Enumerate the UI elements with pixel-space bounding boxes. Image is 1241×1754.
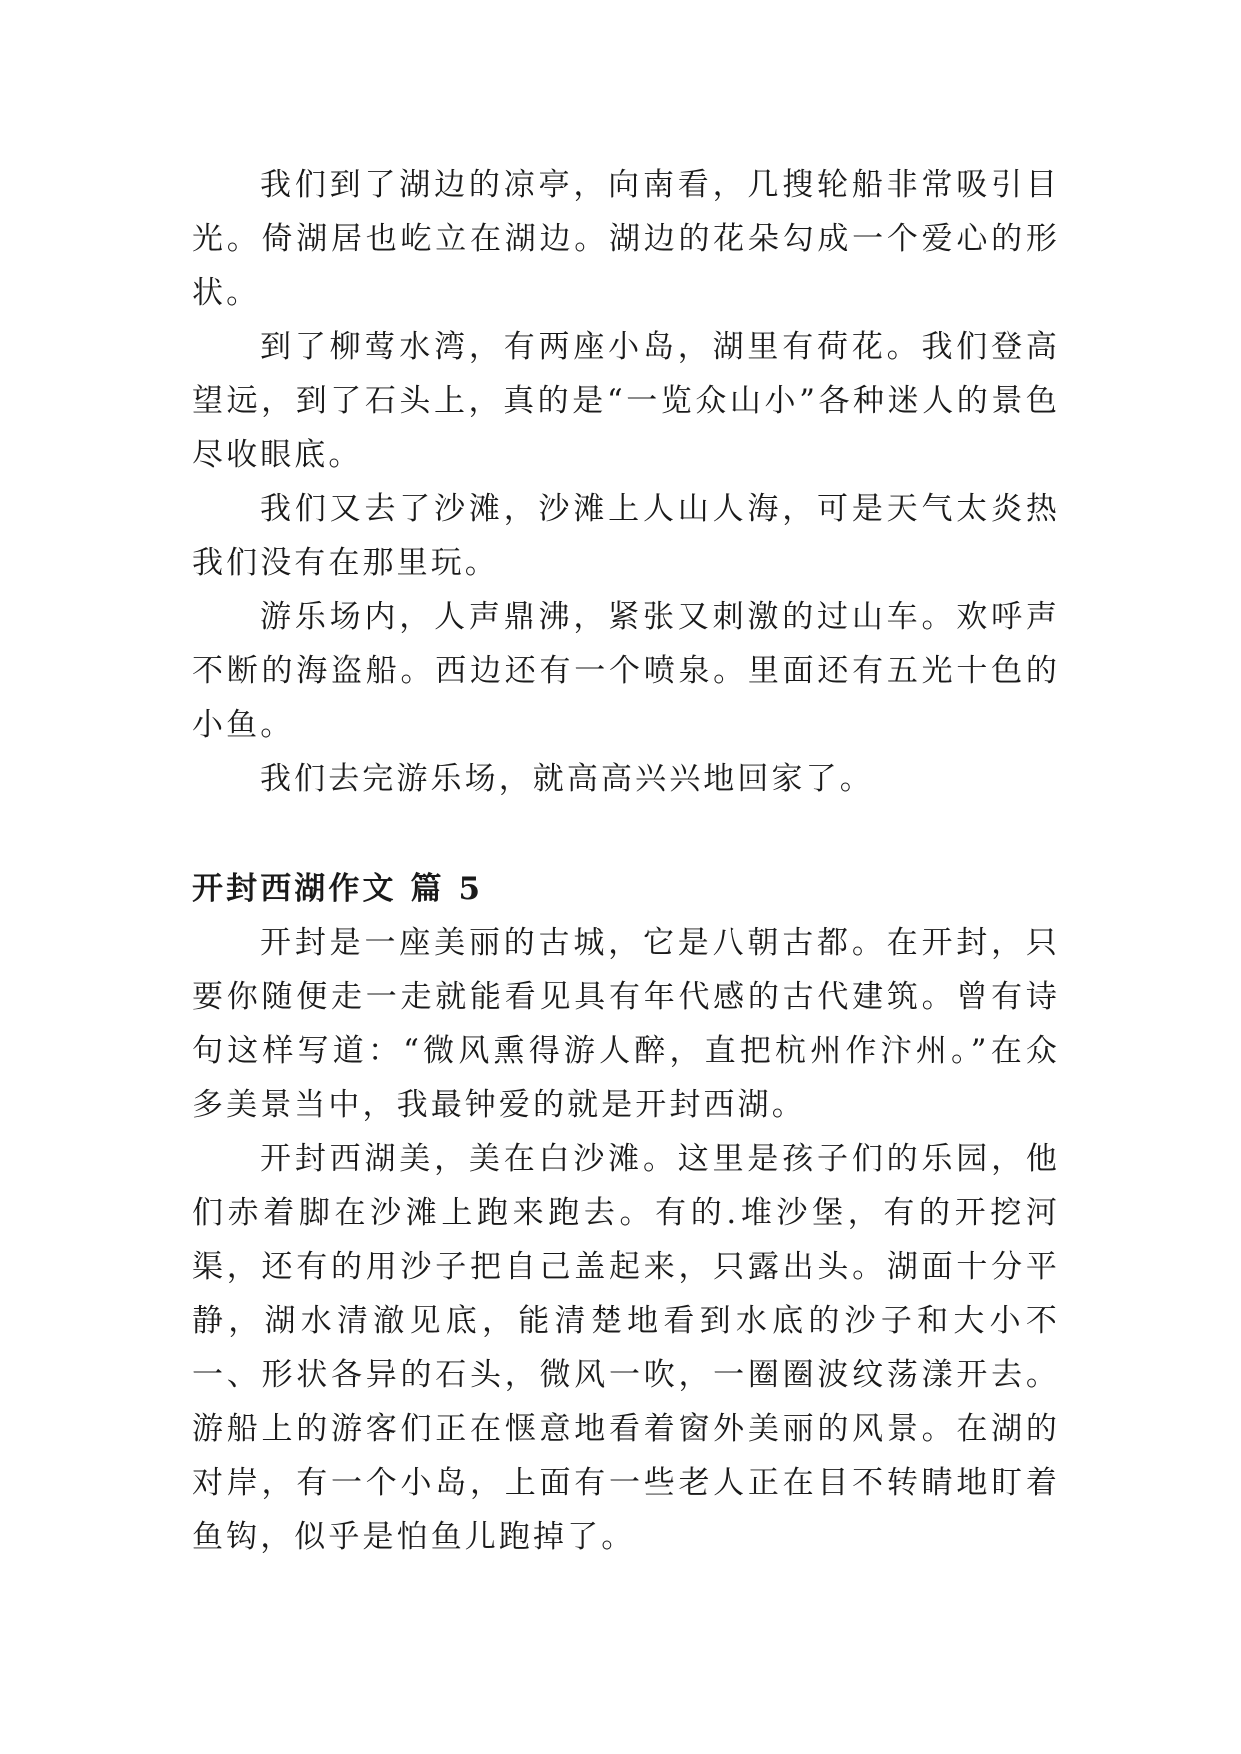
paragraph: 我们到了湖边的凉亭，向南看，几搜轮船非常吸引目光。倚湖居也屹立在湖边。湖边的花朵勾成一个爱心的形状。 (192, 167, 1060, 311)
paragraph: 到了柳莺水湾，有两座小岛，湖里有荷花。我们登高望远，到了石头上，真的是“一览众山小”各种迷人的景色尽收眼底。 (192, 329, 1060, 473)
paragraph: 我们又去了沙滩，沙滩上人山人海，可是天气太炎热我们没有在那里玩。 (192, 491, 1060, 581)
paragraph: 游乐场内，人声鼎沸，紧张又刺激的过山车。欢呼声不断的海盗船。西边还有一个喷泉。里面还有五光十色的小鱼。 (192, 599, 1060, 743)
paragraph: 我们去完游乐场，就高高兴兴地回家了。 (260, 761, 874, 797)
section-title: 开封西湖作文 篇 5 (192, 871, 484, 907)
paragraph: 开封是一座美丽的古城，它是八朝古都。在开封，只要你随便走一走就能看见具有年代感的古代建筑。曾有诗句这样写道：“微风熏得游人醉，直把杭州作汴州。”在众多美景当中，我最钟爱的就是开封西湖。 (192, 925, 1060, 1123)
document-page (192, 158, 1060, 1564)
paragraph: 开封西湖美，美在白沙滩。这里是孩子们的乐园，他们赤着脚在沙滩上跑来跑去。有的.堆沙堡，有的开挖河渠，还有的用沙子把自己盖起来，只露出头。湖面十分平静，湖水清澈见底，能清楚地看到水底的沙子和大小不一、形状各异的石头，微风一吹，一圈圈波纹荡漾开去。游船上的游客们正在惬意地看着窗外美丽的风景。在湖的对岸，有一个小岛，上面有一些老人正在目不转睛地盯着鱼钩，似乎是怕鱼儿跑掉了。 (192, 1141, 1060, 1555)
